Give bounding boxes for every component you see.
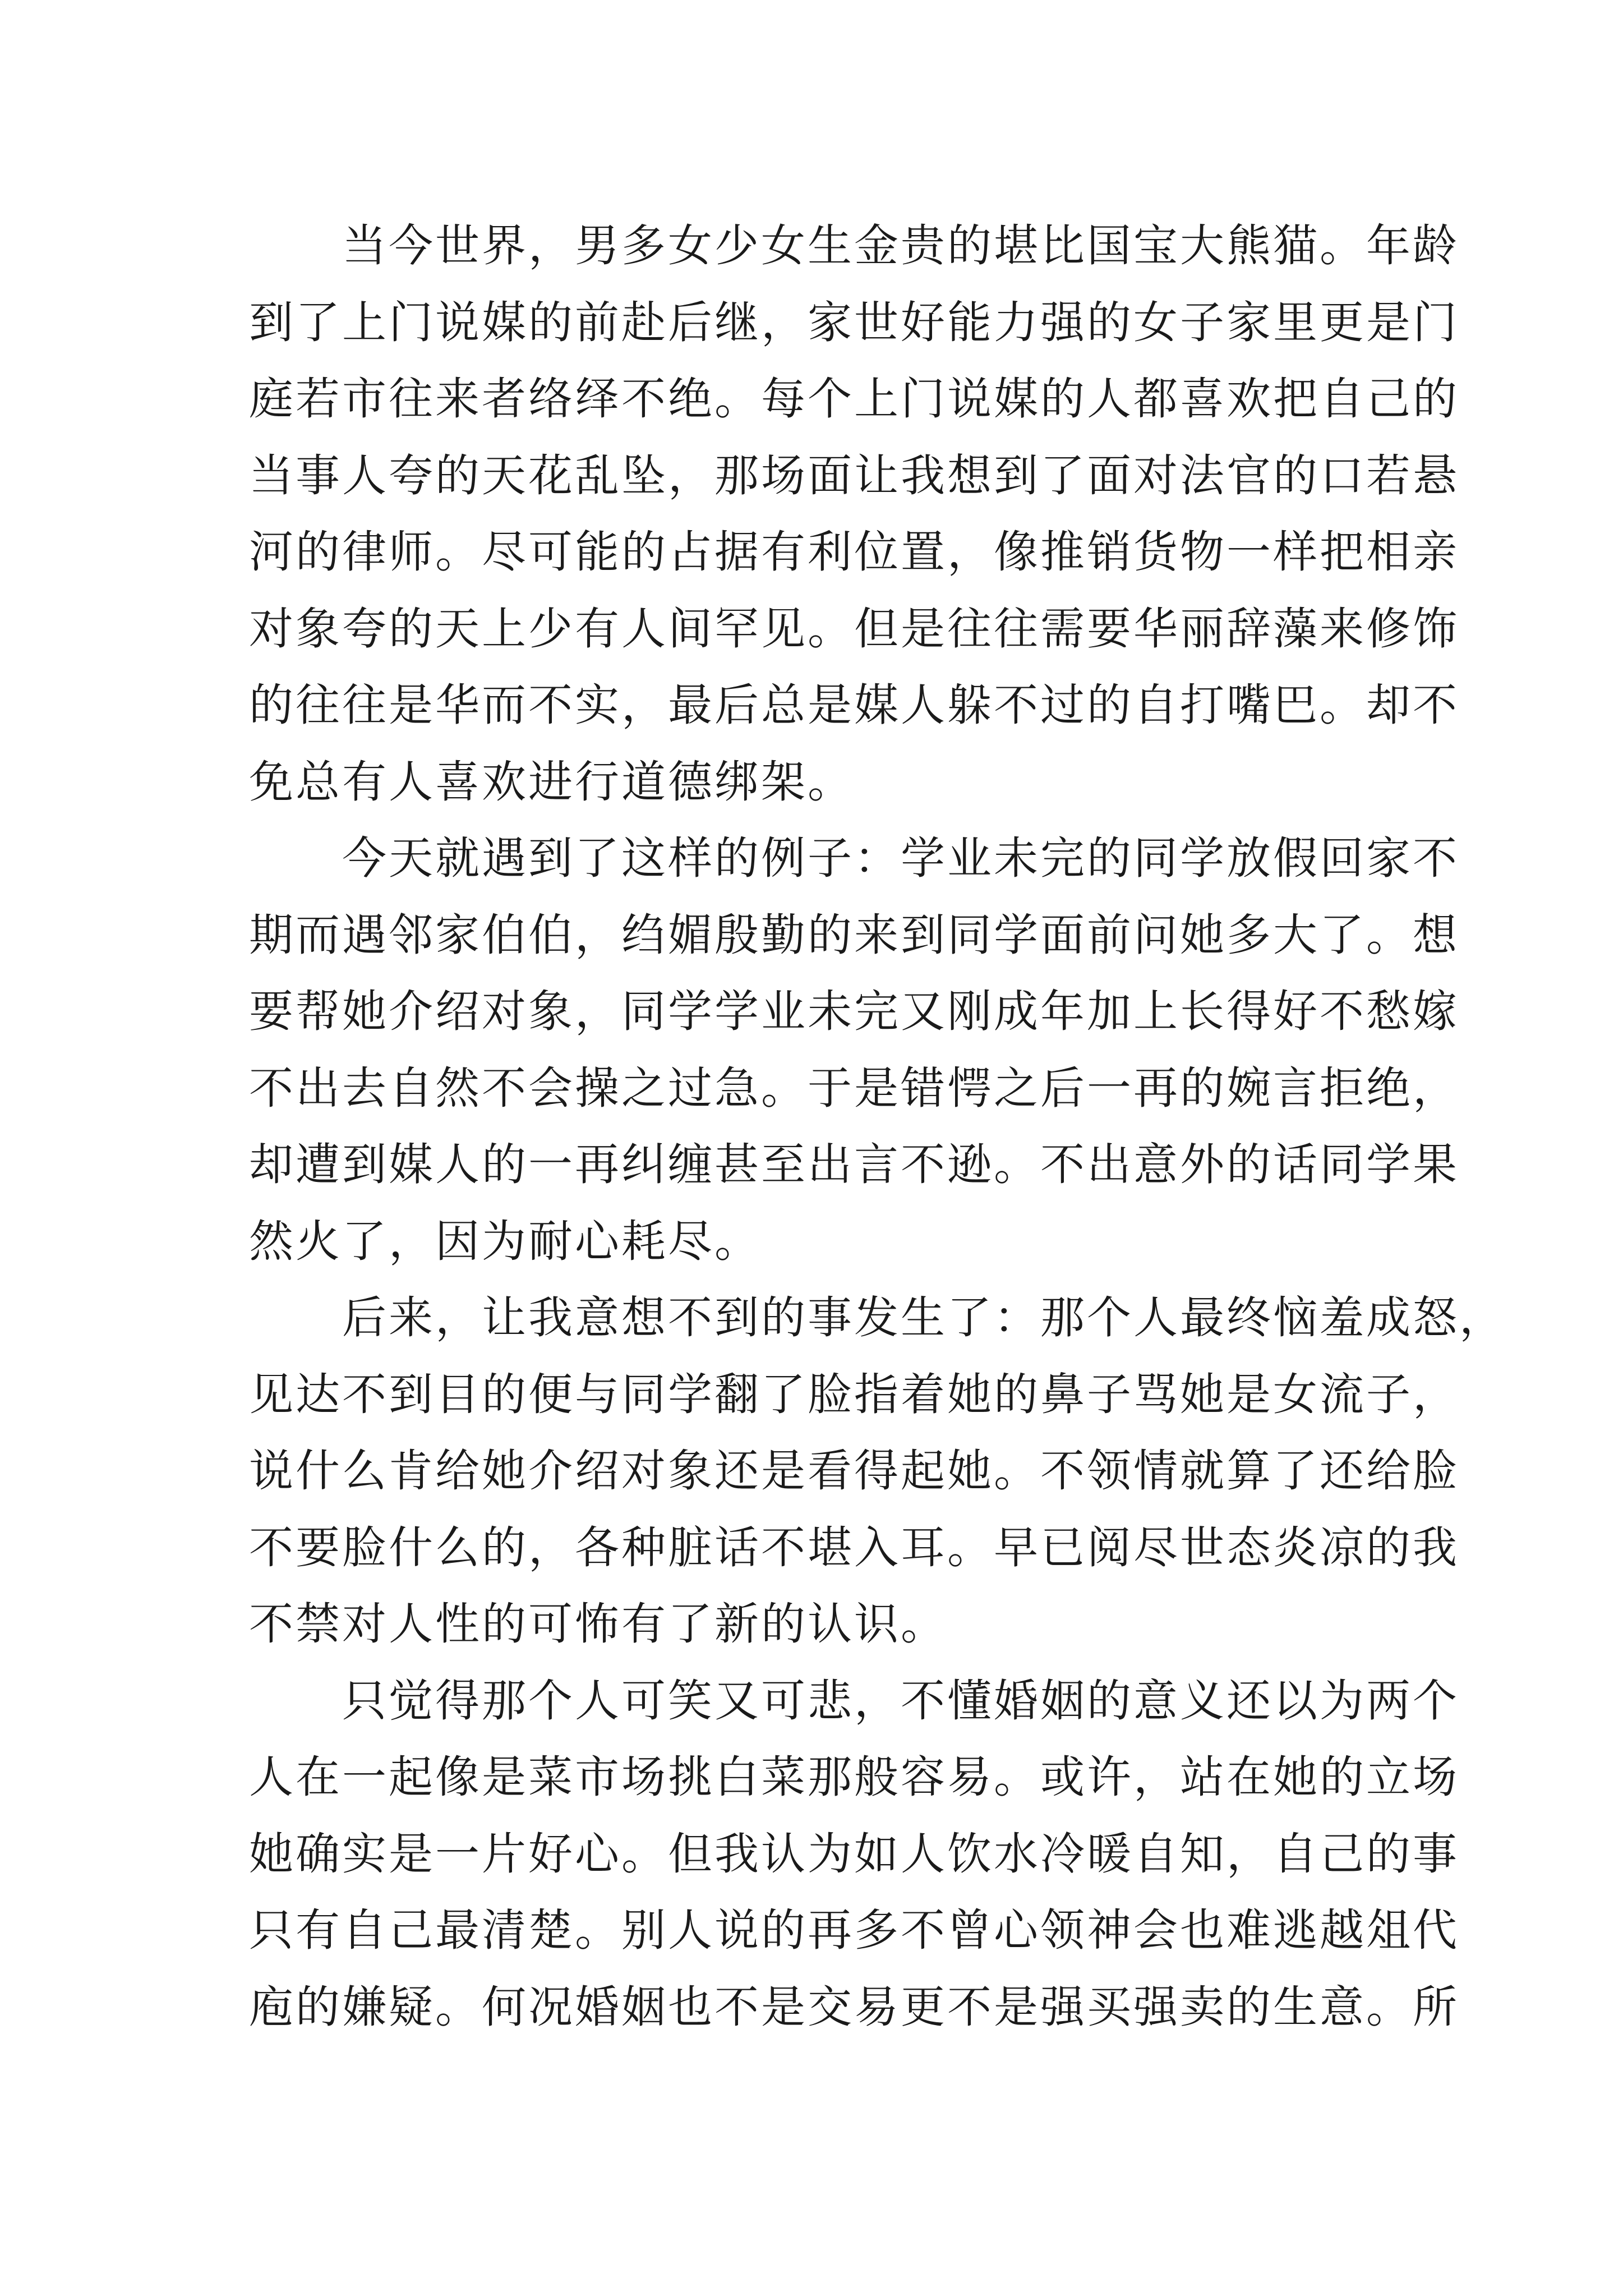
text-line: 河的律师。尽可能的占据有利位置，像推销货物一样把相亲 xyxy=(249,526,1459,578)
text-line: 要帮她介绍对象，同学学业未完又刚成年加上长得好不愁嫁 xyxy=(249,986,1459,1037)
text-line: 只有自己最清楚。别人说的再多不曾心领神会也难逃越俎代 xyxy=(249,1904,1459,1956)
text-line: 却遭到媒人的一再纠缠甚至出言不逊。不出意外的话同学果 xyxy=(249,1139,1459,1190)
text-line: 免总有人喜欢进行道德绑架。 xyxy=(249,756,854,808)
text-line: 庭若市往来者络绎不绝。每个上门说媒的人都喜欢把自己的 xyxy=(249,373,1459,425)
text-line: 说什么肯给她介绍对象还是看得起她。不领情就算了还给脸 xyxy=(249,1445,1459,1497)
text-line: 只觉得那个人可笑又可悲，不懂婚姻的意义还以为两个 xyxy=(342,1674,1459,1727)
body-text xyxy=(249,208,1506,2045)
paragraph-4 xyxy=(249,1663,1459,2046)
text-line: 后来，让我意想不到的事发生了：那个人最终恼羞成怒， xyxy=(342,1292,1506,1343)
text-line: 不要脸什么的，各种脏话不堪入耳。早已阅尽世态炎凉的我 xyxy=(249,1521,1459,1573)
text-line: 她确实是一片好心。但我认为如人饮水冷暖自知，自己的事 xyxy=(249,1828,1459,1880)
text-line: 的往往是华而不实，最后总是媒人躲不过的自打嘴巴。却不 xyxy=(249,679,1459,731)
text-line: 不出去自然不会操之过急。于是错愕之后一再的婉言拒绝， xyxy=(249,1062,1459,1114)
text-line: 庖的嫌疑。何况婚姻也不是交易更不是强买强卖的生意。所 xyxy=(249,1981,1459,2033)
text-line: 然火了，因为耐心耗尽。 xyxy=(249,1215,761,1267)
text-line: 期而遇邻家伯伯，绉媚殷勤的来到同学面前问她多大了。想 xyxy=(249,909,1459,961)
text-line: 当事人夸的天花乱坠，那场面让我想到了面对法官的口若悬 xyxy=(249,449,1459,501)
text-line: 不禁对人性的可怖有了新的认识。 xyxy=(249,1598,947,1650)
paragraph-3 xyxy=(249,1280,1506,1663)
text-line: 当今世界，男多女少女生金贵的堪比国宝大熊猫。年龄 xyxy=(342,220,1459,272)
paragraph-1 xyxy=(249,208,1459,820)
text-line: 今天就遇到了这样的例子：学业未完的同学放假回家不 xyxy=(342,832,1459,884)
text-line: 到了上门说媒的前赴后继，家世好能力强的女子家里更是门 xyxy=(249,296,1459,348)
text-line: 见达不到目的便与同学翻了脸指着她的鼻子骂她是女流子， xyxy=(249,1368,1459,1420)
text-line: 人在一起像是菜市场挑白菜那般容易。或许，站在她的立场 xyxy=(249,1751,1459,1803)
text-line: 对象夸的天上少有人间罕见。但是往往需要华丽辞藻来修饰 xyxy=(249,602,1459,655)
paragraph-2 xyxy=(249,820,1459,1280)
